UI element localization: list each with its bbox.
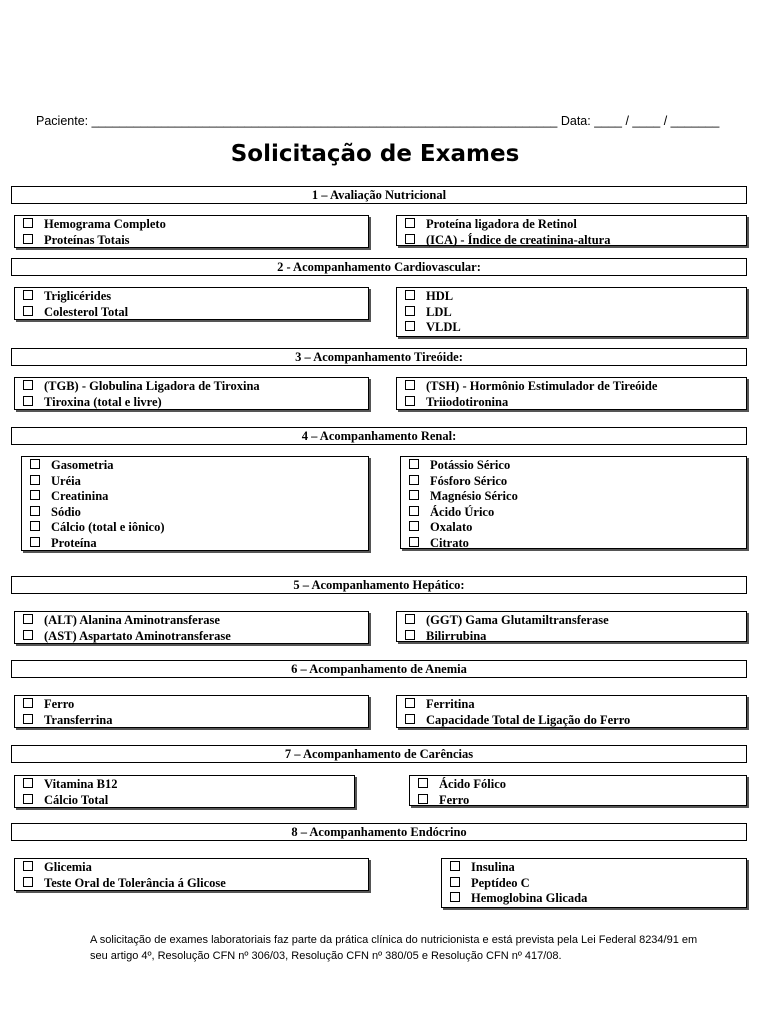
exam-label: (TSH) - Hormônio Estimulador de Tireóide bbox=[426, 379, 658, 393]
section-heading: 5 – Acompanhamento Hepático: bbox=[11, 576, 747, 594]
exam-label: Vitamina B12 bbox=[44, 777, 118, 791]
checkbox[interactable] bbox=[30, 459, 40, 469]
exam-label: Uréia bbox=[51, 473, 81, 488]
exam-label: Capacidade Total de Ligação do Ferro bbox=[426, 712, 631, 727]
exam-option-tiroxina-total-e-livre[interactable] bbox=[23, 395, 368, 411]
exam-label: Peptídeo C bbox=[471, 875, 530, 890]
exam-option-calcio-total[interactable] bbox=[23, 793, 354, 809]
checkbox[interactable] bbox=[405, 321, 415, 331]
checkbox[interactable] bbox=[409, 521, 419, 531]
exam-option-ferritina[interactable] bbox=[405, 697, 746, 713]
checkbox[interactable] bbox=[30, 475, 40, 485]
exam-option-alt-alanina-aminotransferase[interactable] bbox=[23, 613, 368, 629]
checkbox[interactable] bbox=[418, 794, 428, 804]
checkbox[interactable] bbox=[450, 861, 460, 871]
exam-option-vitamina-b12[interactable] bbox=[23, 777, 354, 793]
checkbox[interactable] bbox=[23, 234, 33, 244]
checkbox[interactable] bbox=[405, 380, 415, 390]
exam-option-triiodotironina[interactable] bbox=[405, 395, 746, 411]
exam-option-hemograma-completo[interactable] bbox=[23, 217, 368, 233]
exam-label: Triiodotironina bbox=[426, 394, 509, 409]
section-heading: 7 – Acompanhamento de Carências bbox=[11, 745, 747, 763]
section-heading: 6 – Acompanhamento de Anemia bbox=[11, 660, 747, 678]
exam-option-ica-indice-de-creatinina-altura[interactable] bbox=[405, 233, 746, 249]
exam-label: Bilirrubina bbox=[426, 628, 487, 643]
checkbox[interactable] bbox=[409, 537, 419, 547]
exam-label: Tiroxina (total e livre) bbox=[44, 394, 162, 409]
exam-box-left bbox=[14, 858, 369, 891]
checkbox[interactable] bbox=[23, 380, 33, 390]
exam-option-glicemia[interactable] bbox=[23, 860, 368, 876]
exam-option-creatinina[interactable] bbox=[30, 489, 368, 505]
exam-option-acido-folico[interactable] bbox=[418, 777, 746, 793]
exam-label: Cálcio (total e iônico) bbox=[51, 520, 165, 534]
exam-option-capacidade-total-de-ligacao-do-ferro[interactable] bbox=[405, 713, 746, 729]
exam-option-proteinas-totais[interactable] bbox=[23, 233, 368, 249]
exam-label: Insulina bbox=[471, 860, 515, 874]
exam-option-vldl[interactable] bbox=[405, 320, 746, 336]
exam-box-left bbox=[14, 287, 369, 320]
exam-label: VLDL bbox=[426, 320, 461, 334]
exam-label: LDL bbox=[426, 304, 452, 319]
checkbox[interactable] bbox=[23, 218, 33, 228]
exam-label: Hemograma Completo bbox=[44, 217, 166, 231]
exam-option-ferro[interactable] bbox=[23, 697, 368, 713]
checkbox[interactable] bbox=[23, 290, 33, 300]
exam-label: Proteína bbox=[51, 535, 97, 550]
exam-box-left bbox=[21, 456, 369, 551]
section-heading: 2 - Acompanhamento Cardiovascular: bbox=[11, 258, 747, 276]
section-heading: 8 – Acompanhamento Endócrino bbox=[11, 823, 747, 841]
exam-label: Ácido Fólico bbox=[439, 777, 507, 791]
exam-option-sodio[interactable] bbox=[30, 505, 368, 521]
exam-option-transferrina[interactable] bbox=[23, 713, 368, 729]
exam-label: HDL bbox=[426, 289, 454, 303]
exam-box-left bbox=[14, 775, 355, 808]
exam-label: Citrato bbox=[430, 535, 469, 550]
exam-option-fosforo-serico[interactable] bbox=[409, 474, 746, 490]
exam-label: Ferro bbox=[44, 697, 75, 711]
checkbox[interactable] bbox=[23, 698, 33, 708]
exam-option-ferro[interactable] bbox=[418, 793, 746, 809]
exam-option-ldl[interactable] bbox=[405, 305, 746, 321]
checkbox[interactable] bbox=[23, 861, 33, 871]
exam-label: Sódio bbox=[51, 504, 81, 519]
exam-option-gasometria[interactable] bbox=[30, 458, 368, 474]
exam-box-right bbox=[396, 377, 747, 410]
exam-box-left bbox=[14, 611, 369, 644]
checkbox[interactable] bbox=[405, 306, 415, 316]
checkbox[interactable] bbox=[405, 614, 415, 624]
patient-date-line[interactable]: Paciente: ___________________________________________________________________ Data: ____ / ____ / _______ bbox=[36, 114, 720, 128]
exam-box-right bbox=[400, 456, 747, 549]
exam-label: Glicemia bbox=[44, 860, 92, 874]
section-heading: 1 – Avaliação Nutricional bbox=[11, 186, 747, 204]
exam-label: (ALT) Alanina Aminotransferase bbox=[44, 613, 220, 627]
exam-box-right bbox=[396, 215, 747, 246]
exam-option-magnesio-serico[interactable] bbox=[409, 489, 746, 505]
exam-label: (AST) Aspartato Aminotransferase bbox=[44, 628, 231, 643]
checkbox[interactable] bbox=[450, 892, 460, 902]
exam-option-ggt-gama-glutamiltransferase[interactable] bbox=[405, 613, 746, 629]
checkbox[interactable] bbox=[23, 794, 33, 804]
exam-option-potassio-serico[interactable] bbox=[409, 458, 746, 474]
exam-label: Proteína ligadora de Retinol bbox=[426, 217, 577, 231]
exam-label: Ferro bbox=[439, 792, 470, 807]
checkbox[interactable] bbox=[405, 630, 415, 640]
checkbox[interactable] bbox=[409, 475, 419, 485]
exam-option-hemoglobina-glicada[interactable] bbox=[450, 891, 746, 907]
checkbox[interactable] bbox=[405, 234, 415, 244]
exam-label: Teste Oral de Tolerância á Glicose bbox=[44, 875, 226, 890]
exam-label: Oxalato bbox=[430, 520, 473, 534]
exam-label: Triglicérides bbox=[44, 289, 112, 303]
checkbox[interactable] bbox=[23, 614, 33, 624]
checkbox[interactable] bbox=[23, 877, 33, 887]
exam-option-tgb-globulina-ligadora-de-tiroxina[interactable] bbox=[23, 379, 368, 395]
exam-option-bilirrubina[interactable] bbox=[405, 629, 746, 645]
checkbox[interactable] bbox=[405, 714, 415, 724]
legal-footer: A solicitação de exames laboratoriais faz parte da prática clínica do nutricionista e está prevista pela Lei Federal 8234/91 em seu artigo 4º, Resolução CFN nº 306/03, Resolução CFN nº 380/05 e Resolução CFN nº 417/08. bbox=[90, 934, 698, 962]
checkbox[interactable] bbox=[405, 218, 415, 228]
checkbox[interactable] bbox=[409, 459, 419, 469]
checkbox[interactable] bbox=[23, 396, 33, 406]
exam-label: Transferrina bbox=[44, 712, 113, 727]
exam-label: Hemoglobina Glicada bbox=[471, 891, 588, 905]
exam-option-acido-urico[interactable] bbox=[409, 505, 746, 521]
exam-box-right bbox=[396, 611, 747, 642]
exam-option-insulina[interactable] bbox=[450, 860, 746, 876]
checkbox[interactable] bbox=[23, 306, 33, 316]
checkbox[interactable] bbox=[23, 778, 33, 788]
exam-option-colesterol-total[interactable] bbox=[23, 305, 368, 321]
checkbox[interactable] bbox=[30, 521, 40, 531]
exam-box-right bbox=[441, 858, 747, 908]
exam-box-right bbox=[396, 287, 747, 337]
page-title: Solicitação de Exames bbox=[230, 141, 520, 167]
checkbox[interactable] bbox=[418, 778, 428, 788]
exam-label: Ferritina bbox=[426, 697, 475, 711]
exam-option-ast-aspartato-aminotransferase[interactable] bbox=[23, 629, 368, 645]
exam-label: Potássio Sérico bbox=[430, 458, 511, 472]
exam-box-left bbox=[14, 215, 369, 248]
exam-option-teste-oral-de-tolerancia-a-glicose[interactable] bbox=[23, 876, 368, 892]
section-heading: 3 – Acompanhamento Tireóide: bbox=[11, 348, 747, 366]
exam-option-citrato[interactable] bbox=[409, 536, 746, 552]
exam-option-peptideo-c[interactable] bbox=[450, 876, 746, 892]
exam-label: Fósforo Sérico bbox=[430, 473, 508, 488]
exam-label: Proteínas Totais bbox=[44, 232, 130, 247]
exam-option-proteina[interactable] bbox=[30, 536, 368, 552]
checkbox[interactable] bbox=[23, 714, 33, 724]
exam-option-tsh-hormonio-estimulador-de-tireoide[interactable] bbox=[405, 379, 746, 395]
exam-label: (GGT) Gama Glutamiltransferase bbox=[426, 613, 609, 627]
exam-label: Colesterol Total bbox=[44, 304, 129, 319]
checkbox[interactable] bbox=[23, 630, 33, 640]
exam-option-triglicerides[interactable] bbox=[23, 289, 368, 305]
exam-label: Gasometria bbox=[51, 458, 114, 472]
exam-box-left bbox=[14, 695, 369, 728]
exam-label: (TGB) - Globulina Ligadora de Tiroxina bbox=[44, 379, 260, 393]
checkbox[interactable] bbox=[30, 537, 40, 547]
exam-option-ureia[interactable] bbox=[30, 474, 368, 490]
exam-box-right bbox=[396, 695, 747, 728]
exam-option-calcio-total-e-ionico[interactable] bbox=[30, 520, 368, 536]
exam-label: Ácido Úrico bbox=[430, 504, 495, 519]
exam-option-oxalato[interactable] bbox=[409, 520, 746, 536]
checkbox[interactable] bbox=[405, 290, 415, 300]
checkbox[interactable] bbox=[409, 490, 419, 500]
exam-box-right bbox=[409, 775, 747, 806]
checkbox[interactable] bbox=[405, 698, 415, 708]
exam-label: Magnésio Sérico bbox=[430, 489, 518, 503]
section-heading: 4 – Acompanhamento Renal: bbox=[11, 427, 747, 445]
exam-box-left bbox=[14, 377, 369, 410]
exam-label: Cálcio Total bbox=[44, 792, 109, 807]
checkbox[interactable] bbox=[409, 506, 419, 516]
exam-label: (ICA) - Índice de creatinina-altura bbox=[426, 232, 611, 247]
checkbox[interactable] bbox=[450, 877, 460, 887]
exam-option-hdl[interactable] bbox=[405, 289, 746, 305]
exam-label: Creatinina bbox=[51, 489, 109, 503]
checkbox[interactable] bbox=[405, 396, 415, 406]
checkbox[interactable] bbox=[30, 506, 40, 516]
checkbox[interactable] bbox=[30, 490, 40, 500]
exam-option-proteina-ligadora-de-retinol[interactable] bbox=[405, 217, 746, 233]
